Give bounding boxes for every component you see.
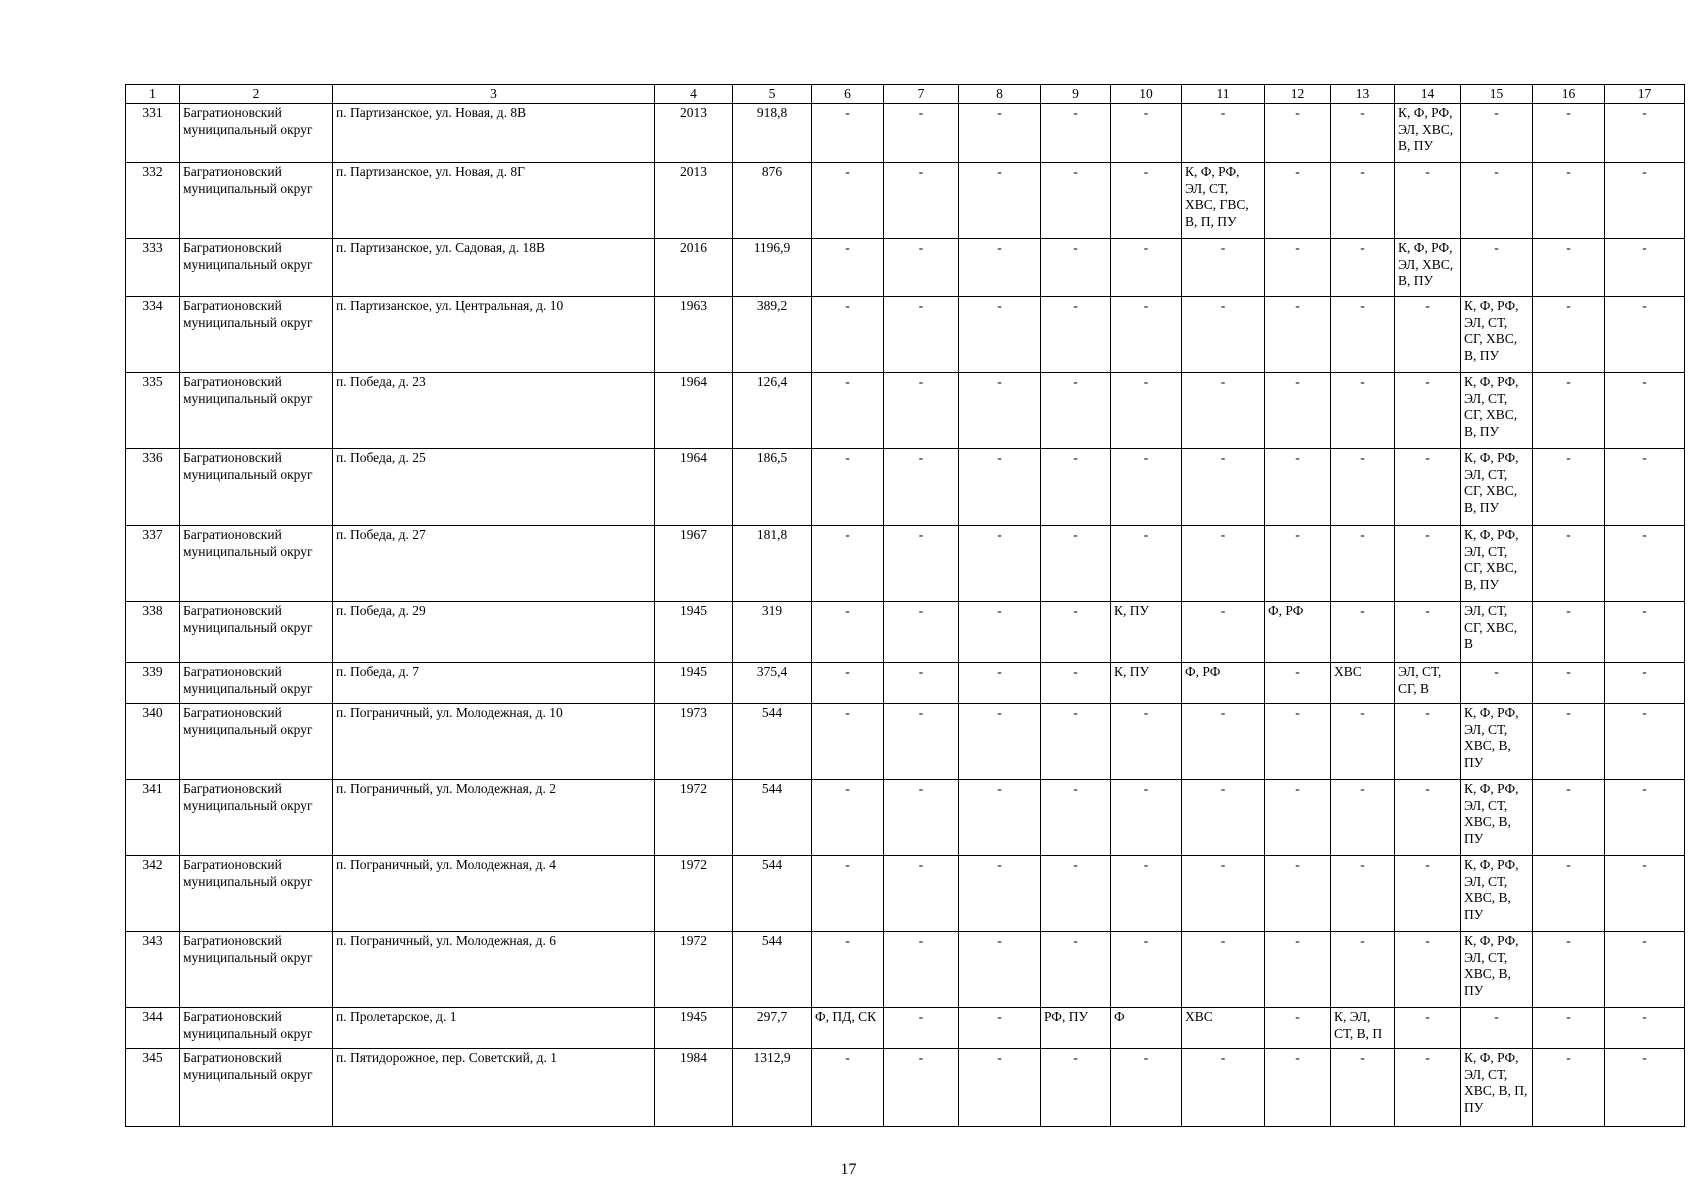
- table-row: [126, 1008, 1685, 1049]
- table-cell: -: [1041, 526, 1111, 602]
- table-cell: -: [1265, 297, 1331, 373]
- table-cell: -: [1331, 526, 1395, 602]
- table-cell: -: [1331, 932, 1395, 1008]
- table-row: [126, 780, 1685, 856]
- table-cell: -: [1111, 163, 1182, 239]
- table-cell: Багратионовский муниципальный округ: [180, 163, 333, 239]
- table-cell: -: [1331, 239, 1395, 297]
- table-cell: 334: [126, 297, 180, 373]
- table-cell: 1972: [655, 932, 733, 1008]
- table-cell: -: [1182, 704, 1265, 780]
- table-cell: РФ, ПУ: [1041, 1008, 1111, 1049]
- table-cell: -: [1533, 104, 1605, 163]
- table-cell: -: [959, 1008, 1041, 1049]
- table-cell: -: [1182, 297, 1265, 373]
- table-cell: -: [1533, 163, 1605, 239]
- table-cell: -: [1265, 663, 1331, 704]
- table-cell: Багратионовский муниципальный округ: [180, 932, 333, 1008]
- table-cell: -: [1182, 373, 1265, 449]
- table-cell: п. Победа, д. 29: [333, 602, 655, 663]
- table-cell: п. Пограничный, ул. Молодежная, д. 6: [333, 932, 655, 1008]
- table-cell: п. Партизанское, ул. Новая, д. 8В: [333, 104, 655, 163]
- column-header: 4: [655, 85, 733, 104]
- table-cell: К, Ф, РФ, ЭЛ, СТ, СГ, ХВС, В, ПУ: [1461, 373, 1533, 449]
- table-cell: -: [1395, 449, 1461, 526]
- table-cell: -: [959, 104, 1041, 163]
- table-cell: 1196,9: [733, 239, 812, 297]
- table-cell: К, Ф, РФ, ЭЛ, СТ, ХВС, В, ПУ: [1461, 780, 1533, 856]
- table-cell: Ф, РФ: [1265, 602, 1331, 663]
- table-cell: -: [812, 239, 884, 297]
- table-cell: 2013: [655, 104, 733, 163]
- table-cell: -: [1265, 104, 1331, 163]
- table-cell: -: [1041, 104, 1111, 163]
- table-cell: -: [1605, 780, 1685, 856]
- table-cell: -: [1605, 856, 1685, 932]
- table-cell: п. Партизанское, ул. Садовая, д. 18В: [333, 239, 655, 297]
- column-header: 17: [1605, 85, 1685, 104]
- table-cell: -: [1265, 239, 1331, 297]
- table-cell: К, Ф, РФ, ЭЛ, СТ, ХВС, В, П, ПУ: [1461, 1049, 1533, 1127]
- column-header: 16: [1533, 85, 1605, 104]
- table-cell: 876: [733, 163, 812, 239]
- column-header: 7: [884, 85, 959, 104]
- table-cell: -: [1533, 856, 1605, 932]
- table-cell: 339: [126, 663, 180, 704]
- table-cell: -: [959, 163, 1041, 239]
- table-cell: -: [1041, 163, 1111, 239]
- table-cell: п. Пограничный, ул. Молодежная, д. 4: [333, 856, 655, 932]
- table-cell: -: [1605, 373, 1685, 449]
- table-cell: 544: [733, 932, 812, 1008]
- table-cell: ХВС: [1182, 1008, 1265, 1049]
- table-cell: -: [812, 602, 884, 663]
- table-cell: -: [1041, 932, 1111, 1008]
- column-header: 2: [180, 85, 333, 104]
- table-cell: 2013: [655, 163, 733, 239]
- table-cell: -: [1461, 239, 1533, 297]
- table-cell: -: [959, 932, 1041, 1008]
- page-number: 17: [840, 1161, 857, 1178]
- table-cell: 341: [126, 780, 180, 856]
- table-cell: -: [1461, 663, 1533, 704]
- table-cell: -: [884, 704, 959, 780]
- table-cell: -: [1041, 856, 1111, 932]
- table-cell: -: [1041, 704, 1111, 780]
- table-cell: -: [1111, 526, 1182, 602]
- table-row: [126, 239, 1685, 297]
- table-cell: -: [884, 526, 959, 602]
- table-cell: -: [1605, 602, 1685, 663]
- table-cell: -: [1265, 163, 1331, 239]
- table-cell: -: [812, 704, 884, 780]
- table-cell: -: [1182, 932, 1265, 1008]
- table-cell: Багратионовский муниципальный округ: [180, 704, 333, 780]
- table-cell: -: [1265, 526, 1331, 602]
- table-row: [126, 297, 1685, 373]
- table-cell: -: [1331, 297, 1395, 373]
- column-header: 15: [1461, 85, 1533, 104]
- table-cell: -: [1331, 704, 1395, 780]
- table-cell: -: [1111, 1049, 1182, 1127]
- table-cell: -: [1182, 526, 1265, 602]
- column-header: 5: [733, 85, 812, 104]
- table-cell: 1972: [655, 780, 733, 856]
- table-row: [126, 163, 1685, 239]
- table-cell: 336: [126, 449, 180, 526]
- table-cell: -: [812, 932, 884, 1008]
- table-cell: 344: [126, 1008, 180, 1049]
- table-cell: ЭЛ, СТ, СГ, ХВС, В: [1461, 602, 1533, 663]
- table-cell: -: [812, 856, 884, 932]
- table-cell: К, Ф, РФ, ЭЛ, СТ, СГ, ХВС, В, ПУ: [1461, 449, 1533, 526]
- table-cell: -: [884, 932, 959, 1008]
- table-cell: -: [1265, 932, 1331, 1008]
- table-row: [126, 932, 1685, 1008]
- table-cell: -: [1605, 704, 1685, 780]
- table-cell: -: [1111, 239, 1182, 297]
- table-cell: -: [1533, 663, 1605, 704]
- table-cell: -: [1265, 1049, 1331, 1127]
- table-cell: -: [1605, 663, 1685, 704]
- table-cell: 345: [126, 1049, 180, 1127]
- column-header: 12: [1265, 85, 1331, 104]
- table-cell: -: [1041, 780, 1111, 856]
- table-cell: -: [1111, 704, 1182, 780]
- table-cell: -: [1395, 1049, 1461, 1127]
- table-cell: 1963: [655, 297, 733, 373]
- table-cell: -: [1533, 932, 1605, 1008]
- table-cell: -: [1533, 780, 1605, 856]
- table-cell: -: [1533, 526, 1605, 602]
- table-cell: 375,4: [733, 663, 812, 704]
- table-cell: -: [812, 1049, 884, 1127]
- table-cell: Багратионовский муниципальный округ: [180, 239, 333, 297]
- table-cell: -: [1533, 602, 1605, 663]
- table-cell: -: [884, 104, 959, 163]
- table-cell: -: [1111, 297, 1182, 373]
- table-cell: -: [959, 297, 1041, 373]
- table-cell: 918,8: [733, 104, 812, 163]
- table-cell: -: [1182, 104, 1265, 163]
- table-cell: п. Победа, д. 7: [333, 663, 655, 704]
- table-cell: 1972: [655, 856, 733, 932]
- table-cell: -: [812, 449, 884, 526]
- table-row: [126, 373, 1685, 449]
- table-cell: -: [1182, 780, 1265, 856]
- table-cell: -: [1041, 239, 1111, 297]
- table-cell: -: [1331, 163, 1395, 239]
- table-cell: -: [812, 780, 884, 856]
- table-cell: 186,5: [733, 449, 812, 526]
- table-cell: -: [959, 526, 1041, 602]
- table-cell: -: [1461, 104, 1533, 163]
- table-cell: -: [1533, 1049, 1605, 1127]
- table-cell: 1984: [655, 1049, 733, 1127]
- table-cell: 181,8: [733, 526, 812, 602]
- table-cell: п. Партизанское, ул. Новая, д. 8Г: [333, 163, 655, 239]
- table-cell: -: [812, 373, 884, 449]
- table-cell: 337: [126, 526, 180, 602]
- table-cell: 1964: [655, 449, 733, 526]
- table-cell: К, ЭЛ, СТ, В, П: [1331, 1008, 1395, 1049]
- table-cell: п. Пятидорожное, пер. Советский, д. 1: [333, 1049, 655, 1127]
- table-cell: -: [1111, 104, 1182, 163]
- table-cell: -: [1265, 373, 1331, 449]
- table-cell: Багратионовский муниципальный округ: [180, 663, 333, 704]
- table-cell: -: [884, 602, 959, 663]
- table-cell: Ф, РФ: [1182, 663, 1265, 704]
- header-row: [126, 85, 1685, 104]
- table-cell: Багратионовский муниципальный округ: [180, 602, 333, 663]
- table-cell: -: [812, 104, 884, 163]
- table-cell: -: [1461, 1008, 1533, 1049]
- table-cell: Багратионовский муниципальный округ: [180, 1049, 333, 1127]
- table-cell: 1967: [655, 526, 733, 602]
- table-cell: 389,2: [733, 297, 812, 373]
- table-cell: -: [959, 704, 1041, 780]
- table-cell: Багратионовский муниципальный округ: [180, 104, 333, 163]
- table-row: [126, 704, 1685, 780]
- table-cell: п. Партизанское, ул. Центральная, д. 10: [333, 297, 655, 373]
- table-cell: п. Пограничный, ул. Молодежная, д. 10: [333, 704, 655, 780]
- table-cell: -: [1111, 856, 1182, 932]
- table-cell: -: [812, 163, 884, 239]
- table-cell: 126,4: [733, 373, 812, 449]
- table-cell: -: [959, 663, 1041, 704]
- table-cell: К, Ф, РФ, ЭЛ, СТ, ХВС, В, ПУ: [1461, 704, 1533, 780]
- table-cell: -: [959, 449, 1041, 526]
- table-cell: -: [884, 239, 959, 297]
- table-cell: -: [1533, 373, 1605, 449]
- table-cell: -: [884, 663, 959, 704]
- table-cell: -: [884, 163, 959, 239]
- table-cell: К, ПУ: [1111, 663, 1182, 704]
- table-cell: -: [1182, 856, 1265, 932]
- table-cell: Багратионовский муниципальный округ: [180, 373, 333, 449]
- table-cell: 1945: [655, 1008, 733, 1049]
- column-header: 1: [126, 85, 180, 104]
- table-cell: К, Ф, РФ, ЭЛ, СТ, ХВС, В, ПУ: [1461, 856, 1533, 932]
- table-cell: 544: [733, 780, 812, 856]
- column-header: 14: [1395, 85, 1461, 104]
- table-cell: п. Победа, д. 25: [333, 449, 655, 526]
- table-cell: -: [1533, 239, 1605, 297]
- table-cell: К, Ф, РФ, ЭЛ, СТ, СГ, ХВС, В, ПУ: [1461, 297, 1533, 373]
- table-cell: -: [1041, 663, 1111, 704]
- table-cell: -: [1331, 1049, 1395, 1127]
- table-cell: -: [1533, 449, 1605, 526]
- table-row: [126, 856, 1685, 932]
- table-cell: -: [884, 780, 959, 856]
- table-row: [126, 526, 1685, 602]
- table-cell: Багратионовский муниципальный округ: [180, 780, 333, 856]
- column-header: 3: [333, 85, 655, 104]
- table-body: [126, 104, 1685, 1127]
- table-cell: -: [1395, 163, 1461, 239]
- table-cell: К, Ф, РФ, ЭЛ, ХВС, В, ПУ: [1395, 104, 1461, 163]
- table-cell: -: [1605, 1049, 1685, 1127]
- table-cell: Ф: [1111, 1008, 1182, 1049]
- table-cell: -: [1605, 297, 1685, 373]
- table-cell: -: [884, 856, 959, 932]
- table-cell: 297,7: [733, 1008, 812, 1049]
- table-cell: -: [1395, 932, 1461, 1008]
- column-header: 6: [812, 85, 884, 104]
- table-cell: К, Ф, РФ, ЭЛ, СТ, ХВС, В, ПУ: [1461, 932, 1533, 1008]
- table-cell: -: [884, 1008, 959, 1049]
- table-row: [126, 449, 1685, 526]
- table-row: [126, 1049, 1685, 1127]
- table-cell: 1945: [655, 663, 733, 704]
- table-cell: -: [1182, 239, 1265, 297]
- table-cell: -: [1041, 373, 1111, 449]
- table-cell: Багратионовский муниципальный округ: [180, 856, 333, 932]
- table-cell: -: [1395, 602, 1461, 663]
- table-cell: -: [1041, 1049, 1111, 1127]
- table-cell: п. Победа, д. 27: [333, 526, 655, 602]
- table-cell: -: [1605, 1008, 1685, 1049]
- table-cell: -: [1331, 104, 1395, 163]
- table-cell: -: [1265, 704, 1331, 780]
- table-cell: -: [1265, 780, 1331, 856]
- table-cell: -: [1395, 1008, 1461, 1049]
- table-cell: 335: [126, 373, 180, 449]
- table-cell: -: [812, 297, 884, 373]
- table-cell: -: [812, 526, 884, 602]
- table-cell: -: [884, 373, 959, 449]
- table-cell: 340: [126, 704, 180, 780]
- table-cell: -: [1461, 163, 1533, 239]
- table-cell: 544: [733, 704, 812, 780]
- table-cell: -: [1395, 526, 1461, 602]
- table-cell: 342: [126, 856, 180, 932]
- table-cell: 544: [733, 856, 812, 932]
- table-cell: -: [1331, 856, 1395, 932]
- table-cell: 343: [126, 932, 180, 1008]
- table-cell: п. Пограничный, ул. Молодежная, д. 2: [333, 780, 655, 856]
- table-cell: -: [884, 1049, 959, 1127]
- table-cell: -: [959, 780, 1041, 856]
- table-cell: 338: [126, 602, 180, 663]
- table-cell: -: [959, 856, 1041, 932]
- table-cell: 331: [126, 104, 180, 163]
- table-cell: 333: [126, 239, 180, 297]
- table-cell: -: [1331, 602, 1395, 663]
- table-cell: Ф, ПД, СК: [812, 1008, 884, 1049]
- table-cell: -: [1111, 373, 1182, 449]
- table-cell: -: [1041, 449, 1111, 526]
- table-cell: -: [884, 449, 959, 526]
- table-cell: 1945: [655, 602, 733, 663]
- table-cell: -: [1331, 449, 1395, 526]
- table-cell: -: [1605, 449, 1685, 526]
- table-cell: -: [1331, 373, 1395, 449]
- table-cell: К, Ф, РФ, ЭЛ, СТ, СГ, ХВС, В, ПУ: [1461, 526, 1533, 602]
- table-cell: -: [1605, 104, 1685, 163]
- table-cell: К, Ф, РФ, ЭЛ, СТ, ХВС, ГВС, В, П, ПУ: [1182, 163, 1265, 239]
- table-row: [126, 104, 1685, 163]
- table-cell: -: [1041, 297, 1111, 373]
- table-cell: -: [1605, 239, 1685, 297]
- table-cell: 1312,9: [733, 1049, 812, 1127]
- table-cell: -: [1395, 297, 1461, 373]
- table-cell: ЭЛ, СТ, СГ, В: [1395, 663, 1461, 704]
- table-cell: -: [959, 1049, 1041, 1127]
- table-cell: -: [1395, 780, 1461, 856]
- table-cell: -: [959, 373, 1041, 449]
- column-header: 9: [1041, 85, 1111, 104]
- table-cell: 332: [126, 163, 180, 239]
- table-cell: -: [1533, 1008, 1605, 1049]
- table-cell: Багратионовский муниципальный округ: [180, 526, 333, 602]
- table-cell: -: [1605, 526, 1685, 602]
- table-cell: -: [1605, 163, 1685, 239]
- data-table: [125, 84, 1685, 1127]
- table-cell: -: [1182, 449, 1265, 526]
- table-cell: -: [1182, 602, 1265, 663]
- table-cell: -: [959, 239, 1041, 297]
- table-cell: -: [959, 602, 1041, 663]
- table-cell: К, Ф, РФ, ЭЛ, ХВС, В, ПУ: [1395, 239, 1461, 297]
- column-header: 11: [1182, 85, 1265, 104]
- table-cell: -: [884, 297, 959, 373]
- table-cell: -: [1111, 932, 1182, 1008]
- table-header: [126, 85, 1685, 104]
- table-cell: 1964: [655, 373, 733, 449]
- column-header: 8: [959, 85, 1041, 104]
- table-cell: -: [1605, 932, 1685, 1008]
- table-cell: 319: [733, 602, 812, 663]
- table-cell: п. Победа, д. 23: [333, 373, 655, 449]
- table-cell: ХВС: [1331, 663, 1395, 704]
- table-cell: -: [1111, 780, 1182, 856]
- table-cell: -: [1265, 1008, 1331, 1049]
- table-cell: -: [1265, 856, 1331, 932]
- table-cell: п. Пролетарское, д. 1: [333, 1008, 655, 1049]
- table-cell: 2016: [655, 239, 733, 297]
- table-cell: -: [1395, 856, 1461, 932]
- table-cell: 1973: [655, 704, 733, 780]
- table-cell: Багратионовский муниципальный округ: [180, 1008, 333, 1049]
- table-cell: -: [812, 663, 884, 704]
- table-row: [126, 602, 1685, 663]
- table-cell: -: [1265, 449, 1331, 526]
- table-cell: -: [1331, 780, 1395, 856]
- table-cell: -: [1395, 373, 1461, 449]
- table-cell: Багратионовский муниципальный округ: [180, 449, 333, 526]
- table-row: [126, 663, 1685, 704]
- table-cell: К, ПУ: [1111, 602, 1182, 663]
- table-cell: -: [1533, 297, 1605, 373]
- column-header: 13: [1331, 85, 1395, 104]
- table-cell: -: [1395, 704, 1461, 780]
- table-cell: Багратионовский муниципальный округ: [180, 297, 333, 373]
- table-cell: -: [1041, 602, 1111, 663]
- table-cell: -: [1533, 704, 1605, 780]
- table-cell: -: [1111, 449, 1182, 526]
- table-cell: -: [1182, 1049, 1265, 1127]
- column-header: 10: [1111, 85, 1182, 104]
